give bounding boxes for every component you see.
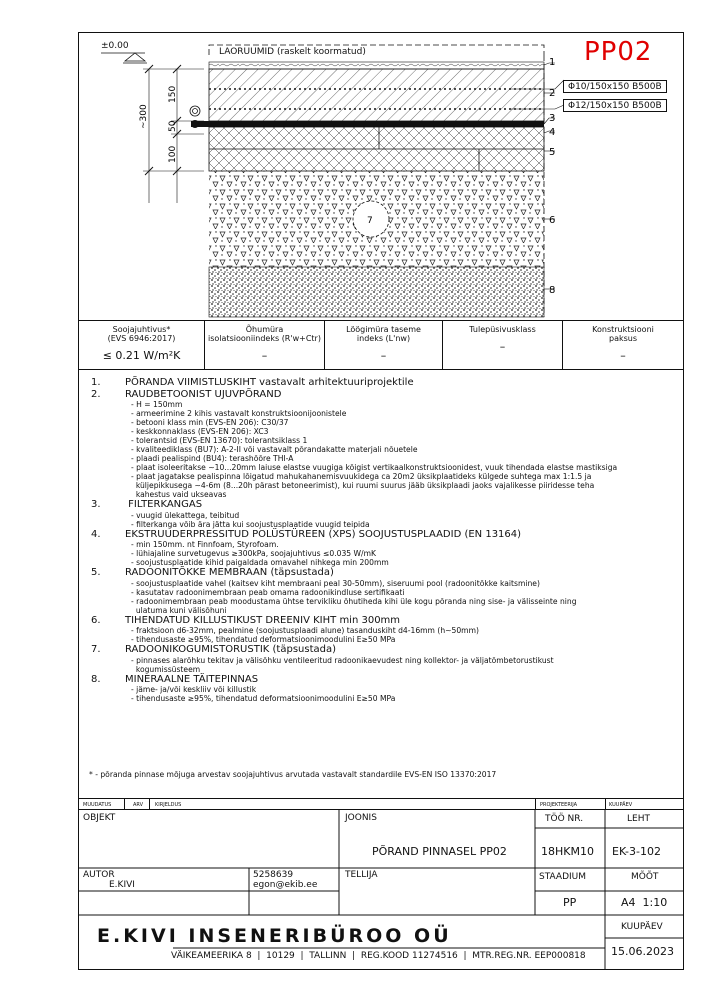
staadium-value: PP — [563, 896, 577, 909]
note-title — [89, 389, 679, 401]
note-item: - filterkanga võib ära jätta kui soojustusplaatide vuugid teipida — [131, 519, 370, 529]
prop-value-impact: – — [380, 349, 387, 362]
tellija-label: TELLIJA — [345, 870, 378, 880]
prop-subheader: indeks (L'nw) — [356, 334, 411, 343]
note-item: - plaat jagatakse pealispinna lõigatud mahukahanemisvuukidega ca 20m2 üksikplaatideks külgede suhtega max 1:1.5 ja küljepikkusega ~4-6m (8...20h pärast betoneerimist), kui ruumi suurus jääb üksikplaadi jaoks vajalikesse piiridesse teha kahestus vaid ukseavas — [131, 472, 595, 499]
rev-kirjeldus: KIRJELDUS — [155, 802, 182, 808]
note-item: - min 150mm. nt Finnfoam, Styrofoam. — [131, 540, 279, 549]
company-name: E.KIVI INSENERIBÜROO OÜ — [97, 925, 452, 947]
author-email: egon@ekib.ee — [253, 880, 318, 890]
note-section — [89, 567, 679, 615]
note-title-text: EKSTRUUDERPRESSITUD POLÜSTÜREEN (XPS) SOOJUSTUSPLAADID (EN 13164) — [125, 528, 522, 540]
revision-row — [79, 798, 683, 810]
note-section — [89, 529, 679, 568]
note-number: 1. — [91, 377, 101, 388]
room-label: LAORUUMID (raskelt koormatud) — [219, 47, 366, 57]
note-section — [89, 615, 679, 645]
prop-value-thermal: ≤ 0.21 W/m²K — [102, 349, 181, 362]
rebar-callout-top: Φ10/150x150 B500B — [563, 80, 667, 93]
kuupaev-label: KUUPÄEV — [621, 922, 663, 932]
dim-screed: 50 — [168, 120, 178, 132]
leht-label: LEHT — [627, 814, 650, 824]
prop-value-fire: – — [499, 340, 506, 353]
note-item: - plaat isoleeritakse ~10...20mm laiuse elastse vuugiga kõigist vertikaalkonstruktsioonidest, vuuk tihendada elastse mastiksiga — [131, 463, 618, 472]
note-title — [89, 644, 679, 656]
note-title-text: PÕRANDA VIIMISTLUSKIHT vastavalt arhitektuuriprojektile — [125, 377, 414, 388]
author-phone: 5258639 — [253, 870, 294, 880]
note-item: - keskkonnaklass (EVS-EN 206): XC3 — [131, 427, 269, 436]
layer-concrete-slab — [209, 69, 544, 121]
note-number: 5. — [91, 567, 101, 578]
note-item: - plaadi pealispind (BU4): terashõõre THI-A — [131, 454, 294, 463]
section-svg — [79, 33, 683, 320]
note-number: 8. — [91, 673, 101, 685]
prop-col-fire — [442, 321, 562, 369]
level-mark: ±0.00 — [101, 41, 129, 51]
kuupaev-value: 15.06.2023 — [611, 945, 674, 958]
prop-col-thickness — [562, 321, 683, 369]
note-item: - tolerantsid (EVS-EN 13670): tolerantsiklass 1 — [131, 436, 308, 445]
note-title — [89, 377, 679, 389]
note-section — [89, 389, 679, 500]
note-item: - fraktsioon d6-32mm, pealmine (soojustusplaadi alune) tasanduskiht d4-16mm (h~50mm) — [131, 626, 479, 635]
radon-pipe-label: 7 — [367, 216, 373, 226]
too-nr-value: 18HKM10 — [541, 845, 594, 858]
note-item: - H = 150mm — [131, 400, 183, 409]
prop-header: Löögimüra taseme — [346, 325, 421, 334]
prop-value-airborne: – — [261, 349, 268, 362]
note-title — [89, 615, 679, 627]
moot-value: A4 1:10 — [621, 896, 668, 909]
note-title-text: MINERAALNE TÄITEPINNAS — [125, 673, 259, 685]
prop-header: Konstruktsiooni — [592, 325, 654, 334]
joonis-label: JOONIS — [345, 813, 377, 823]
note-item: - kvaliteediklass (BU7): A-2-II või vastavalt põrandakatte materjali nõuetele — [131, 445, 418, 454]
note-item: - kasutatav radoonimembraan peab omama radoonikindluse sertifikaati — [131, 587, 405, 597]
note-section — [89, 644, 679, 674]
note-item: - lühiajaline survetugevus ≥300kPa, soojajuhtivus ≤0.035 W/mK — [131, 549, 376, 558]
rev-kuupaev: KUUPÄEV — [609, 802, 633, 808]
note-title-text: RADOONITÕKKE MEMBRAAN (täpsustada) — [125, 567, 334, 578]
layer-num-2: 2 — [549, 88, 556, 99]
drawing-sheet — [78, 32, 684, 970]
note-title — [89, 529, 679, 541]
objekt-label: OBJEKT — [83, 813, 116, 823]
prop-col-impact — [324, 321, 442, 369]
rev-projekteerija: PROJEKTEERIJA — [540, 802, 578, 808]
footnote: * - põranda pinnase mõjuga arvestav soojajuhtivus arvutada vastavalt standardile EVS-EN ISO 13370:2017 — [89, 770, 497, 779]
layer-notes — [89, 377, 679, 703]
note-item: - tihendusaste ≥95%, tihendatud deformatsioonimoodulini E≥50 MPa — [131, 635, 396, 644]
note-section — [89, 377, 679, 389]
layer-num-1: 1 — [549, 57, 556, 68]
too-nr-label: TÖÖ NR. — [545, 814, 584, 824]
note-item: - vuugid ülekattega, teibitud — [131, 510, 240, 520]
note-section — [89, 499, 679, 529]
rev-muudatus: MUUDATUS — [83, 802, 112, 808]
staadium-label: STAADIUM — [539, 872, 587, 882]
prop-header: Soojajuhtivus* — [112, 325, 171, 334]
layer-finish — [209, 62, 544, 69]
note-item: - soojustusplaatide vahel (kaitsev kiht membraani peal 30-50mm), siseruumi pool (radoonitõkke kaitsmine) — [131, 578, 540, 588]
prop-header: Õhumüra — [245, 325, 284, 334]
dim-slab: 150 — [168, 85, 178, 103]
note-item: - betooni klass min (EVS-EN 206): C30/37 — [131, 418, 289, 427]
note-title-text: TIHENDATUD KILLUSTIKUST DREENIV KIHT min 300mm — [125, 614, 401, 626]
title-block — [79, 810, 683, 969]
note-title-text: RADOONIKOGUMISTORUSTIK (täpsustada) — [125, 644, 337, 655]
note-number: 3. — [91, 499, 101, 510]
leht-value: EK-3-102 — [612, 845, 661, 858]
layer-filter-fabric — [191, 121, 544, 127]
note-number: 7. — [91, 644, 101, 655]
layer-num-8: 8 — [549, 285, 556, 296]
floor-section-drawing — [79, 33, 683, 320]
layer-num-6: 6 — [549, 215, 556, 226]
note-number: 2. — [91, 388, 101, 400]
note-item: - pinnases alarõhku tekitav ja välisõhku ventileeritud radoonikaevudest ning kollektor- ja väljatõmbetorustikust kogumissüsteem — [131, 655, 554, 674]
layer-num-5: 4 — [549, 127, 556, 138]
note-title — [89, 674, 679, 686]
note-title — [89, 499, 679, 511]
dim-xps: 100 — [168, 145, 178, 163]
note-title — [89, 567, 679, 579]
prop-subheader: paksus — [608, 334, 638, 343]
level-triangle — [125, 53, 145, 61]
note-item: - soojustusplaatide kihid paigaldada omavahel nihkega min 200mm — [131, 558, 389, 567]
autor-label: AUTOR — [83, 870, 115, 880]
note-section — [89, 674, 679, 704]
prop-subheader: isolatsiooniindeks (R'w+Ctr) — [208, 334, 321, 343]
prop-value-thickness: – — [620, 349, 626, 362]
sheet-code: PP02 — [584, 37, 653, 67]
layer-num-4: 5 — [549, 147, 556, 158]
note-number: 4. — [91, 528, 101, 540]
note-title-text: RAUDBETOONIST UJUVPÕRAND — [125, 388, 282, 400]
note-item: - jäme- ja/või keskliiv või killustik — [131, 685, 257, 694]
prop-col-airborne — [204, 321, 324, 369]
moot-label: MÕÕT — [631, 872, 659, 882]
rev-arv: ARV — [133, 802, 144, 808]
note-item: - tihendusaste ≥95%, tihendatud deformatsioonimoodulini E≥50 MPa — [131, 694, 396, 703]
prop-header: Tulepüsivusklass — [469, 325, 536, 334]
note-title-text: FILTERKANGAS — [125, 499, 203, 510]
autor-value: E.KIVI — [109, 880, 135, 890]
rebar-callout-bottom: Φ12/150x150 B500B — [563, 99, 667, 112]
prop-subheader: (EVS 6946:2017) — [107, 334, 176, 343]
prop-col-thermal — [79, 321, 204, 369]
note-item: - radoonimembraan peab moodustama ühtse tervikliku õhutiheda kihi üle kogu põranda ning sise- ja välisseinte ning ulatuma kuni välisõhuni — [131, 596, 577, 615]
layer-num-3: 3 — [549, 113, 556, 124]
company-address: VÄIKEAMEERIKA 8 | 10129 | TALLINN | REG.KOOD 11274516 | MTR.REG.NR. EEP000818 — [171, 951, 586, 961]
layer-mineral-fill — [209, 267, 544, 317]
drawing-title: PÕRAND PINNASEL PP02 — [372, 845, 507, 858]
note-number: 6. — [91, 614, 101, 626]
property-table — [79, 320, 683, 370]
dim-total: ~300 — [139, 104, 149, 129]
note-item: - armeerimine 2 kihis vastavalt konstruktsioonijoonistele — [131, 409, 347, 418]
